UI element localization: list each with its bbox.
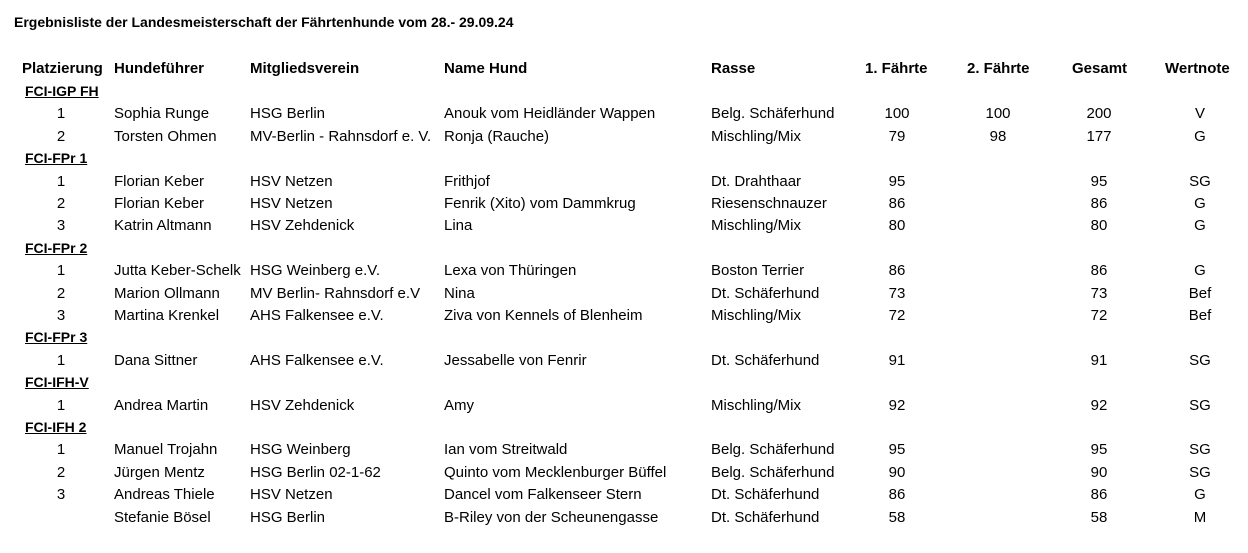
cell-wertnote: G (1194, 128, 1206, 145)
table-row (0, 283, 1248, 305)
table-row (0, 507, 1248, 529)
cell-hund: Lexa von Thüringen (444, 262, 577, 279)
cell-rasse: Dt. Schäferhund (711, 352, 820, 369)
table-row (0, 305, 1248, 327)
section-heading: FCI-FPr 2 (25, 240, 88, 256)
cell-platzierung: 2 (56, 285, 66, 302)
header-faehrte-2: 2. Fährte (967, 60, 1030, 77)
cell-platzierung: 1 (56, 397, 66, 414)
cell-hundefuehrer: Martina Krenkel (114, 307, 220, 324)
cell-platzierung: 1 (56, 173, 66, 190)
cell-platzierung: 3 (56, 486, 66, 503)
cell-gesamt: 90 (1090, 464, 1108, 481)
table-row (0, 126, 1248, 148)
cell-gesamt: 58 (1090, 509, 1108, 526)
cell-rasse: Dt. Schäferhund (711, 285, 820, 302)
cell-hund: Frithjof (444, 173, 490, 190)
cell-wertnote: SG (1189, 464, 1211, 481)
header-rasse: Rasse (711, 60, 756, 77)
cell-platzierung: 3 (56, 217, 66, 234)
cell-verein: HSG Weinberg e.V. (250, 262, 381, 279)
cell-wertnote: G (1194, 486, 1206, 503)
header-verein: Mitgliedsverein (250, 60, 360, 77)
cell-gesamt: 95 (1090, 441, 1108, 458)
cell-wertnote: SG (1189, 173, 1211, 190)
cell-platzierung: 1 (56, 441, 66, 458)
cell-wertnote: SG (1189, 441, 1211, 458)
cell-rasse: Mischling/Mix (711, 397, 802, 414)
cell-verein: AHS Falkensee e.V. (250, 307, 384, 324)
header-hundefuehrer: Hundeführer (114, 60, 204, 77)
cell-hundefuehrer: Katrin Altmann (114, 217, 212, 234)
section-heading: FCI-FPr 3 (25, 329, 88, 345)
cell-faehrte-1: 86 (888, 486, 906, 503)
cell-verein: HSG Berlin (250, 105, 326, 122)
cell-hund: Jessabelle von Fenrir (444, 352, 587, 369)
cell-wertnote: G (1194, 195, 1206, 212)
cell-hund: Nina (444, 285, 475, 302)
cell-rasse: Dt. Schäferhund (711, 509, 820, 526)
cell-verein: MV Berlin- Rahnsdorf e.V (250, 285, 421, 302)
cell-rasse: Riesenschnauzer (711, 195, 827, 212)
cell-faehrte-1: 58 (888, 509, 906, 526)
cell-wertnote: SG (1189, 352, 1211, 369)
cell-rasse: Belg. Schäferhund (711, 464, 835, 481)
cell-platzierung: 2 (56, 128, 66, 145)
cell-faehrte-1: 100 (884, 105, 910, 122)
cell-verein: HSV Netzen (250, 173, 333, 190)
cell-gesamt: 86 (1090, 262, 1108, 279)
cell-platzierung: 2 (56, 464, 66, 481)
cell-faehrte-1: 91 (888, 352, 906, 369)
cell-hundefuehrer: Florian Keber (114, 173, 205, 190)
cell-faehrte-1: 95 (888, 441, 906, 458)
cell-rasse: Boston Terrier (711, 262, 805, 279)
cell-hund: Anouk vom Heidländer Wappen (444, 105, 656, 122)
cell-platzierung: 1 (56, 352, 66, 369)
table-row (0, 193, 1248, 215)
header-platzierung: Platzierung (22, 60, 103, 77)
header-gesamt: Gesamt (1072, 60, 1128, 77)
cell-rasse: Mischling/Mix (711, 307, 802, 324)
cell-hund: B-Riley von der Scheunengasse (444, 509, 659, 526)
table-row (0, 350, 1248, 372)
table-row (0, 103, 1248, 125)
cell-platzierung: 2 (56, 195, 66, 212)
cell-faehrte-1: 86 (888, 195, 906, 212)
cell-gesamt: 200 (1086, 105, 1112, 122)
cell-hundefuehrer: Andrea Martin (114, 397, 209, 414)
cell-gesamt: 92 (1090, 397, 1108, 414)
table-row (0, 260, 1248, 282)
cell-gesamt: 73 (1090, 285, 1108, 302)
table-row (0, 462, 1248, 484)
cell-faehrte-1: 95 (888, 173, 906, 190)
cell-rasse: Belg. Schäferhund (711, 105, 835, 122)
cell-faehrte-1: 72 (888, 307, 906, 324)
section-heading: FCI-IFH-V (25, 374, 89, 390)
header-wertnote: Wertnote (1165, 60, 1230, 77)
cell-gesamt: 177 (1086, 128, 1112, 145)
cell-verein: HSV Netzen (250, 486, 333, 503)
cell-faehrte-1: 79 (888, 128, 906, 145)
cell-hundefuehrer: Andreas Thiele (114, 486, 215, 503)
cell-faehrte-1: 90 (888, 464, 906, 481)
cell-hund: Quinto vom Mecklenburger Büffel (444, 464, 667, 481)
cell-wertnote: M (1193, 509, 1207, 526)
cell-verein: HSV Netzen (250, 195, 333, 212)
cell-wertnote: G (1194, 217, 1206, 234)
cell-platzierung: 3 (56, 307, 66, 324)
cell-gesamt: 72 (1090, 307, 1108, 324)
cell-faehrte-2: 100 (985, 105, 1011, 122)
cell-faehrte-1: 86 (888, 262, 906, 279)
cell-rasse: Mischling/Mix (711, 128, 802, 145)
header-hund: Name Hund (444, 60, 528, 77)
cell-verein: AHS Falkensee e.V. (250, 352, 384, 369)
cell-faehrte-1: 73 (888, 285, 906, 302)
cell-verein: HSV Zehdenick (250, 397, 355, 414)
cell-hundefuehrer: Sophia Runge (114, 105, 210, 122)
cell-hund: Amy (444, 397, 474, 414)
cell-gesamt: 86 (1090, 486, 1108, 503)
cell-hund: Ian vom Streitwald (444, 441, 568, 458)
cell-verein: HSV Zehdenick (250, 217, 355, 234)
cell-verein: HSG Berlin 02-1-62 (250, 464, 381, 481)
cell-hundefuehrer: Stefanie Bösel (114, 509, 211, 526)
cell-wertnote: G (1194, 262, 1206, 279)
cell-faehrte-1: 92 (888, 397, 906, 414)
cell-rasse: Dt. Schäferhund (711, 486, 820, 503)
cell-rasse: Mischling/Mix (711, 217, 802, 234)
cell-gesamt: 80 (1090, 217, 1108, 234)
cell-hund: Fenrik (Xito) vom Dammkrug (444, 195, 636, 212)
cell-gesamt: 95 (1090, 173, 1108, 190)
section-heading: FCI-FPr 1 (25, 150, 88, 166)
cell-hund: Ziva von Kennels of Blenheim (444, 307, 643, 324)
cell-hundefuehrer: Dana Sittner (114, 352, 198, 369)
cell-gesamt: 91 (1090, 352, 1108, 369)
table-row (0, 171, 1248, 193)
cell-platzierung: 1 (56, 262, 66, 279)
cell-hundefuehrer: Torsten Ohmen (114, 128, 217, 145)
cell-hundefuehrer: Florian Keber (114, 195, 205, 212)
section-heading: FCI-IFH 2 (25, 419, 87, 435)
cell-hund: Dancel vom Falkenseer Stern (444, 486, 642, 503)
cell-hundefuehrer: Jutta Keber-Schelk (114, 262, 241, 279)
cell-hund: Lina (444, 217, 473, 234)
table-row (0, 484, 1248, 506)
cell-rasse: Dt. Drahthaar (711, 173, 802, 190)
table-row (0, 215, 1248, 237)
document-title: Ergebnisliste der Landesmeisterschaft der Fährtenhunde vom 28.- 29.09.24 (14, 14, 514, 30)
cell-wertnote: Bef (1188, 307, 1212, 324)
cell-wertnote: SG (1189, 397, 1211, 414)
cell-verein: HSG Berlin (250, 509, 326, 526)
cell-hundefuehrer: Jürgen Mentz (114, 464, 205, 481)
table-row (0, 439, 1248, 461)
table-row (0, 395, 1248, 417)
section-heading: FCI-IGP FH (25, 83, 99, 99)
cell-verein: MV-Berlin - Rahnsdorf e. V. (250, 128, 432, 145)
header-faehrte-1: 1. Fährte (865, 60, 928, 77)
cell-hund: Ronja (Rauche) (444, 128, 550, 145)
cell-platzierung: 1 (56, 105, 66, 122)
cell-verein: HSG Weinberg (250, 441, 351, 458)
cell-wertnote: V (1194, 105, 1205, 122)
cell-gesamt: 86 (1090, 195, 1108, 212)
cell-faehrte-2: 98 (989, 128, 1007, 145)
table-header (0, 58, 1248, 80)
cell-hundefuehrer: Marion Ollmann (114, 285, 220, 302)
cell-rasse: Belg. Schäferhund (711, 441, 835, 458)
cell-hundefuehrer: Manuel Trojahn (114, 441, 218, 458)
cell-faehrte-1: 80 (888, 217, 906, 234)
cell-wertnote: Bef (1188, 285, 1212, 302)
